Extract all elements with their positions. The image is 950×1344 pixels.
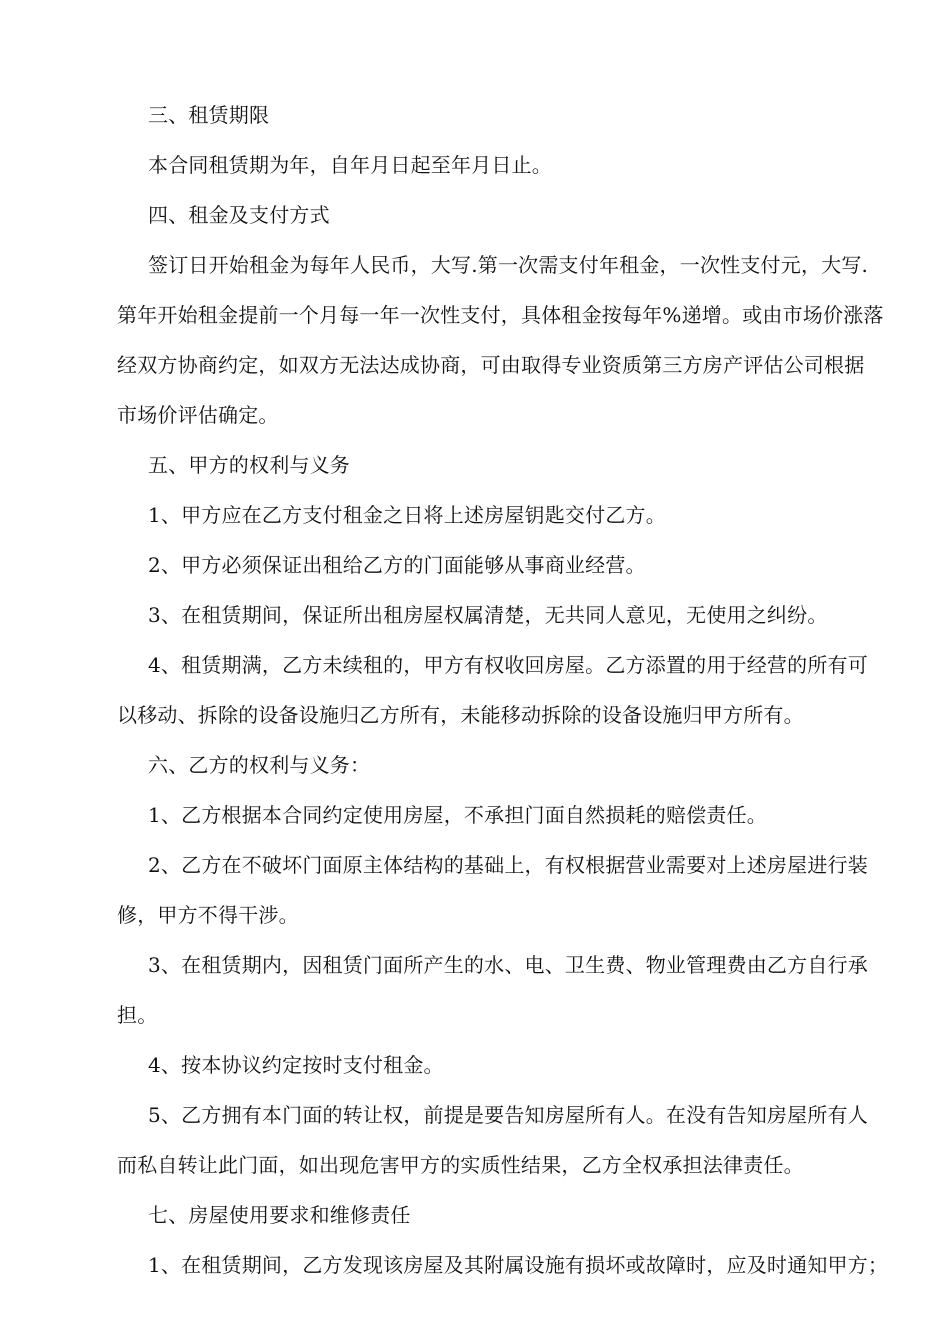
paragraph-line: 1、乙方根据本合同约定使用房屋，不承担门面自然损耗的赔偿责任。 [148,803,767,827]
paragraph-line: 2、甲方必须保证出租给乙方的门面能够从事商业经营。 [148,553,646,577]
paragraph-line: 1、在租赁期间，乙方发现该房屋及其附属设施有损坏或故障时，应及时通知甲方； [148,1253,889,1277]
paragraph-line: 3、在租赁期内，因租赁门面所产生的水、电、卫生费、物业管理费由乙方自行承 [148,953,868,977]
paragraph-line: 4、按本协议约定按时支付租金。 [148,1053,444,1077]
paragraph-line: 2、乙方在不破坏门面原主体结构的基础上，有权根据营业需要对上述房屋进行装 [148,853,868,877]
section-heading-party-a: 五、甲方的权利与义务 [148,453,350,477]
paragraph-line: 担。 [117,1003,158,1027]
paragraph-line: 以移动、拆除的设备设施归乙方所有，未能移动拆除的设备设施归甲方所有。 [117,703,804,727]
paragraph-line: 1、甲方应在乙方支付租金之日将上述房屋钥匙交付乙方。 [148,503,666,527]
paragraph-line: 本合同租赁期为年，自年月日起至年月日止。 [148,153,552,177]
section-heading-lease-term: 三、租赁期限 [148,103,270,127]
section-heading-party-b: 六、乙方的权利与义务： [148,753,371,777]
paragraph-line: 修，甲方不得干涉。 [117,903,299,927]
paragraph-line: 4、租赁期满，乙方未续租的，甲方有权收回房屋。乙方添置的用于经营的所有可 [148,653,868,677]
section-heading-usage-repair: 七、房屋使用要求和维修责任 [148,1203,411,1227]
paragraph-line: 5、乙方拥有本门面的转让权，前提是要告知房屋所有人。在没有告知房屋所有人 [148,1103,868,1127]
paragraph-line: 经双方协商约定，如双方无法达成协商，可由取得专业资质第三方房产评估公司根据 [117,353,865,377]
section-heading-rent-payment: 四、租金及支付方式 [148,203,330,227]
paragraph-line: 市场价评估确定。 [117,403,279,427]
paragraph-line: 3、在租赁期间，保证所出租房屋权属清楚，无共同人意见，无使用之纠纷。 [148,603,828,627]
paragraph-line: 签订日开始租金为每年人民币，大写.第一次需支付年租金，一次性支付元，大写. [148,253,869,277]
paragraph-line: 而私自转让此门面，如出现危害甲方的实质性结果，乙方全权承担法律责任。 [117,1153,804,1177]
paragraph-line: 第年开始租金提前一个月每一年一次性支付，具体租金按每年%递增。或由市场价涨落 [117,303,884,327]
